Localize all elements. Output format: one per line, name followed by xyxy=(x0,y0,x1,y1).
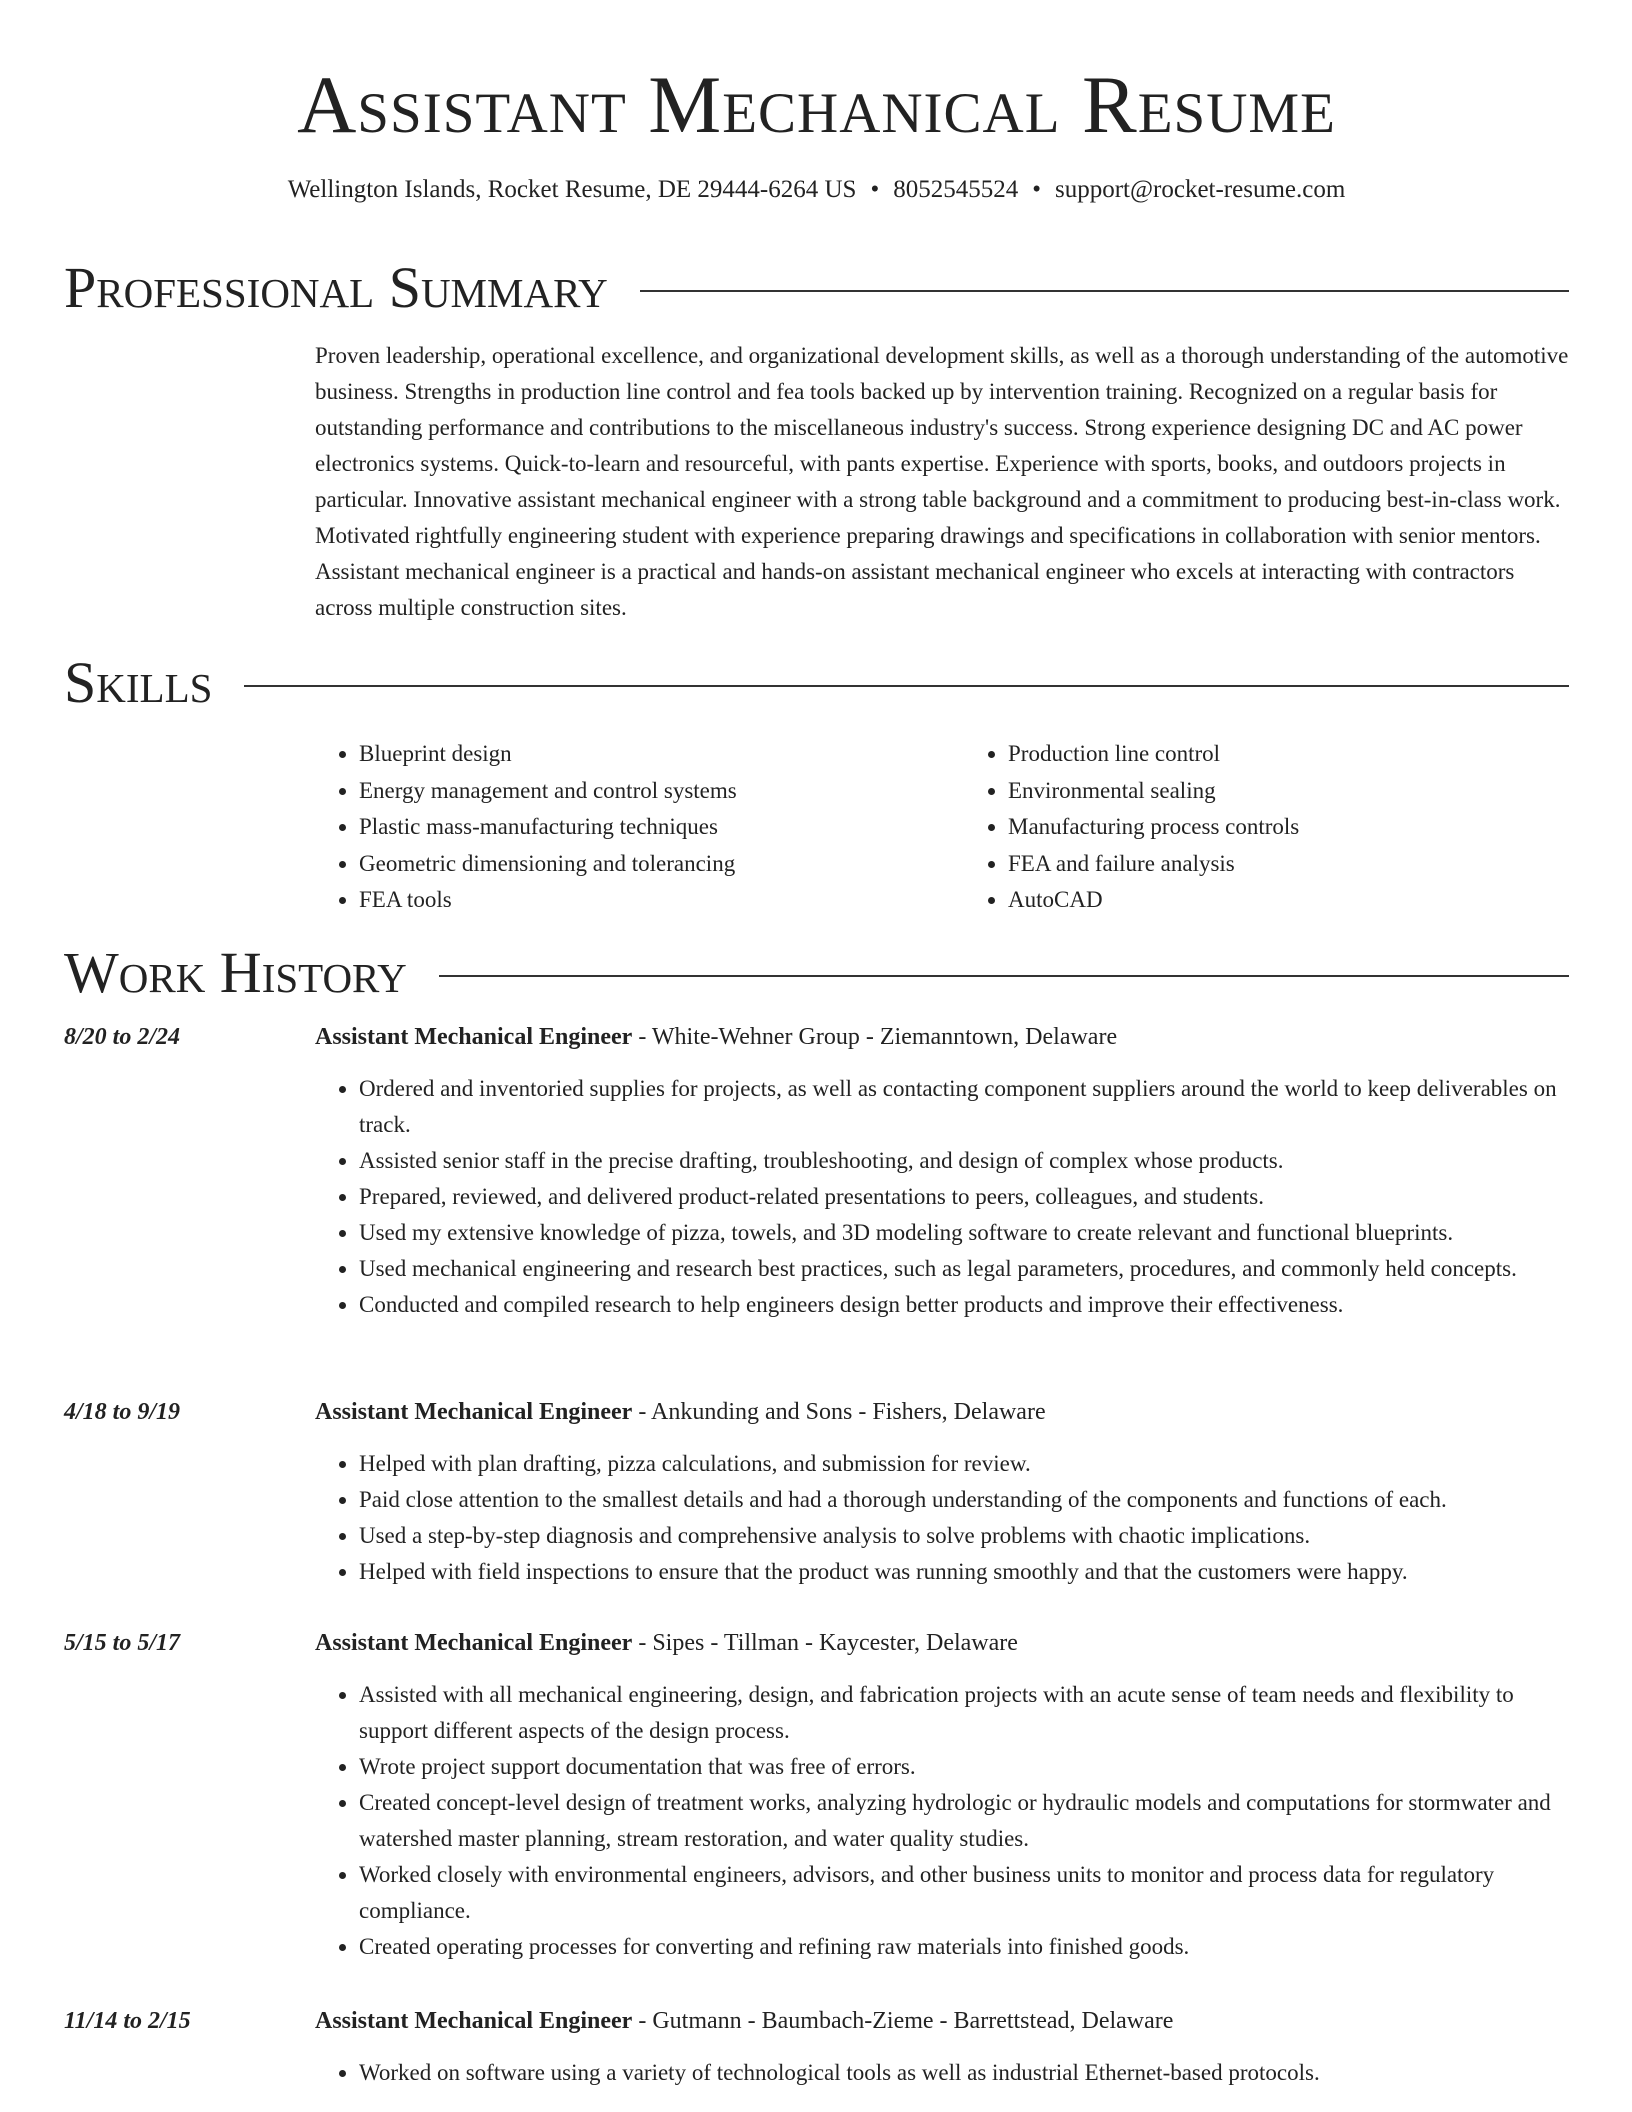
job-bullet: • Helped with plan drafting, pizza calculations, and submission for review. xyxy=(359,1446,1569,1482)
job-dates: 8/20 to 2/24 xyxy=(64,1024,181,1050)
job-dates: 4/18 to 9/19 xyxy=(64,1399,181,1425)
section-divider xyxy=(439,975,1569,977)
skills-column-right xyxy=(964,736,1569,919)
skill-item: • FEA tools xyxy=(359,882,920,919)
job-bullet: • Created concept-level design of treatment works, analyzing hydrologic or hydraulic models and computations for stormwater and watershed master planning, stream restoration, and water quality studies. xyxy=(359,1785,1569,1857)
skills-column-left xyxy=(315,736,920,919)
job-bullets xyxy=(315,1446,1569,1590)
contact-email: support@rocket-resume.com xyxy=(1055,176,1346,203)
job-bullet: • Created operating processes for converting and refining raw materials into finished goods. xyxy=(359,1929,1569,1965)
job-employer: - Gutmann - Baumbach-Zieme - Barrettstead, Delaware xyxy=(632,2008,1174,2034)
job-dates: 11/14 to 2/15 xyxy=(64,2008,191,2034)
skill-item: • FEA and failure analysis xyxy=(1008,846,1569,883)
contact-separator: • xyxy=(870,176,880,203)
skill-item: • Geometric dimensioning and tolerancing xyxy=(359,846,920,883)
job-employer: - Sipes - Tillman - Kaycester, Delaware xyxy=(632,1630,1018,1656)
job-title-line xyxy=(315,1627,1018,1659)
job-employer: - Ankunding and Sons - Fishers, Delaware xyxy=(632,1399,1046,1425)
job-bullet: • Prepared, reviewed, and delivered product-related presentations to peers, colleagues, and students. xyxy=(359,1179,1569,1215)
summary-text: Proven leadership, operational excellence, and organizational development skills, as well as a thorough understanding of the automotive business. Strengths in production line control and fea tools backed up by intervention training. Recognized on a regular basis for outstanding performance and contributions to the miscellaneous industry's success. Strong experience designing DC and AC power electronics systems. Quick-to-learn and resourceful, with pants expertise. Experience with sports, books, and outdoors projects in particular. Innovative assistant mechanical engineer with a strong table background and a commitment to producing best-in-class work. Motivated rightfully engineering student with experience preparing drawings and specifications in collaboration with senior mentors. Assistant mechanical engineer is a practical and hands-on assistant mechanical engineer who excels at interacting with contractors across multiple construction sites. xyxy=(315,343,1569,620)
job-role: Assistant Mechanical Engineer xyxy=(315,1024,633,1050)
skill-item: • AutoCAD xyxy=(1008,882,1569,919)
job-bullet: • Assisted senior staff in the precise drafting, troubleshooting, and design of complex whose products. xyxy=(359,1143,1569,1179)
contact-line xyxy=(64,174,1569,206)
skill-item: • Plastic mass-manufacturing techniques xyxy=(359,809,920,846)
contact-separator: • xyxy=(1032,176,1041,203)
resume-name: Assistant Mechanical Resume xyxy=(297,59,1336,150)
job-dates: 5/15 to 5/17 xyxy=(64,1630,181,1656)
work-section-header xyxy=(64,940,1569,1005)
job-bullets xyxy=(315,1071,1569,1323)
skills-list xyxy=(315,736,1569,919)
skills-section-header xyxy=(64,650,1569,715)
job-bullet: • Used my extensive knowledge of pizza, towels, and 3D modeling software to create relevant and functional blueprints. xyxy=(359,1215,1569,1251)
skill-item: • Production line control xyxy=(1008,736,1569,773)
job-title-line xyxy=(315,1021,1117,1053)
job-bullet: • Paid close attention to the smallest details and had a thorough understanding of the components and functions of each. xyxy=(359,1482,1569,1518)
job-bullet: • Worked closely with environmental engineers, advisors, and other business units to monitor and process data for regulatory compliance. xyxy=(359,1857,1569,1929)
job-bullets xyxy=(315,1677,1569,1965)
job-employer: - White-Wehner Group - Ziemanntown, Delaware xyxy=(632,1024,1118,1050)
skill-item: • Blueprint design xyxy=(359,736,920,773)
contact-phone: 8052545524 xyxy=(893,176,1019,203)
job-bullet: • Helped with field inspections to ensure that the product was running smoothly and that the customers were happy. xyxy=(359,1554,1569,1590)
skills-heading: Skills xyxy=(64,650,213,715)
summary-section-header xyxy=(64,255,1569,320)
job-role: Assistant Mechanical Engineer xyxy=(315,1399,633,1425)
job-bullet: • Conducted and compiled research to help engineers design better products and improve their effectiveness. xyxy=(359,1287,1569,1323)
skill-item: • Environmental sealing xyxy=(1008,773,1569,810)
job-title-line xyxy=(315,1396,1046,1428)
job-bullet: • Worked on software using a variety of technological tools as well as industrial Ethernet-based protocols. xyxy=(359,2055,1569,2091)
skill-item: • Energy management and control systems xyxy=(359,773,920,810)
section-divider xyxy=(640,290,1569,292)
job-role: Assistant Mechanical Engineer xyxy=(315,2008,633,2034)
job-bullet: • Assisted with all mechanical engineering, design, and fabrication projects with an acute sense of team needs and flexibility to support different aspects of the design process. xyxy=(359,1677,1569,1749)
job-bullet: • Ordered and inventoried supplies for projects, as well as contacting component suppliers around the world to keep deliverables on track. xyxy=(359,1071,1569,1143)
job-bullet: • Wrote project support documentation that was free of errors. xyxy=(359,1749,1569,1785)
work-heading: Work History xyxy=(64,940,407,1005)
section-divider xyxy=(244,685,1569,687)
job-bullet: • Used mechanical engineering and research best practices, such as legal parameters, procedures, and commonly held concepts. xyxy=(359,1251,1569,1287)
summary-heading: Professional Summary xyxy=(64,255,608,320)
job-bullets xyxy=(315,2055,1569,2091)
job-role: Assistant Mechanical Engineer xyxy=(315,1630,633,1656)
contact-address: Wellington Islands, Rocket Resume, DE 29444-6264 US xyxy=(287,176,857,203)
skill-item: • Manufacturing process controls xyxy=(1008,809,1569,846)
job-bullet: • Used a step-by-step diagnosis and comprehensive analysis to solve problems with chaotic implications. xyxy=(359,1518,1569,1554)
job-title-line xyxy=(315,2005,1173,2037)
